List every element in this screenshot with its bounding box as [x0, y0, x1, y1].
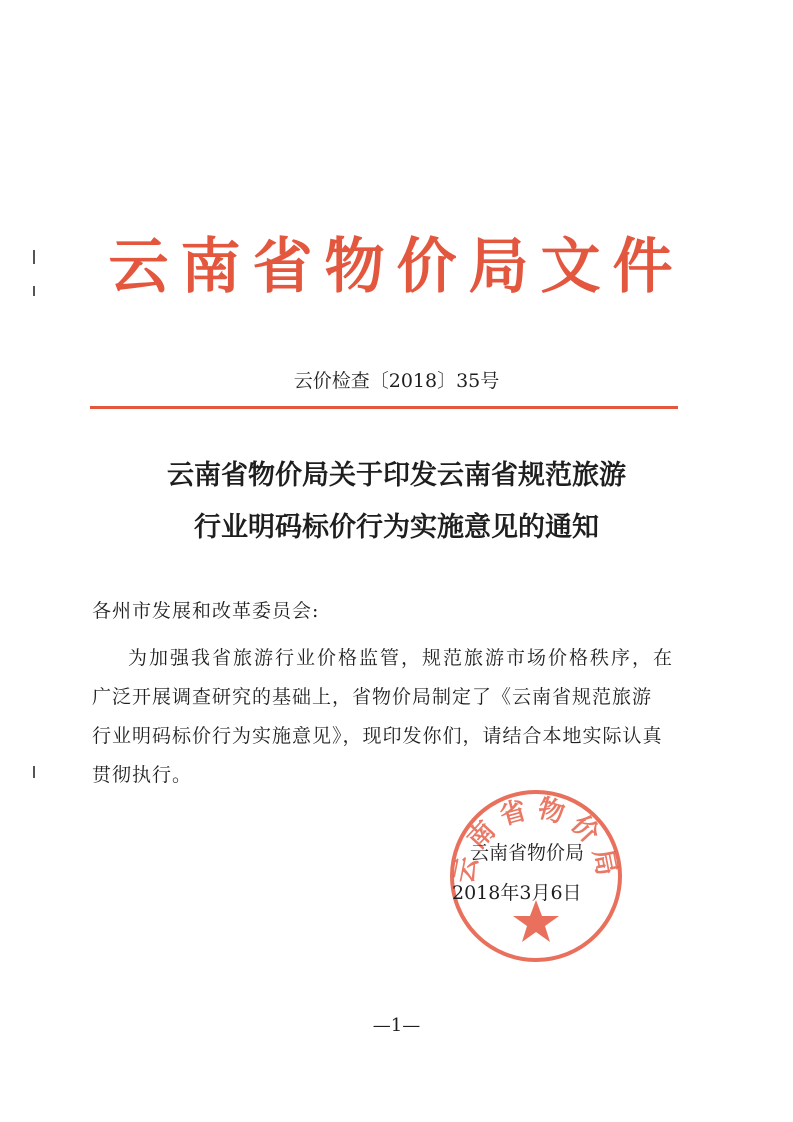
agency-heading: 云南省物价局文件: [108, 232, 685, 302]
document-title-line-2: 行业明码标价行为实施意见的通知: [194, 512, 599, 543]
document-title-line-1: 云南省物价局关于印发云南省规范旅游: [167, 460, 626, 491]
body-paragraph-line: 行业明码标价行为实施意见》，现印发你们，请结合本地实际认真: [92, 725, 663, 747]
official-seal: [448, 788, 624, 964]
red-divider-rule: [90, 406, 678, 409]
star-icon: [513, 900, 559, 942]
body-paragraph-line: 广泛开展调查研究的基础上，省物价局制定了《云南省规范旅游: [92, 686, 653, 708]
addressee: 各州市发展和改革委员会:: [92, 600, 320, 622]
signature-organization: 云南省物价局: [470, 842, 585, 864]
document-number: 云价检查〔2018〕35号: [293, 370, 500, 392]
page-number: —1—: [372, 1015, 421, 1036]
body-paragraph-line: 贯彻执行。: [92, 764, 193, 786]
body-paragraph-line: 为加强我省旅游行业价格监管，规范旅游市场价格秩序，在: [128, 647, 675, 669]
signature-date: 2018年3月6日: [452, 882, 582, 904]
scan-mark-lower: [33, 766, 35, 778]
svg-text:云南省物价局: 云南省物价局: [449, 793, 623, 886]
